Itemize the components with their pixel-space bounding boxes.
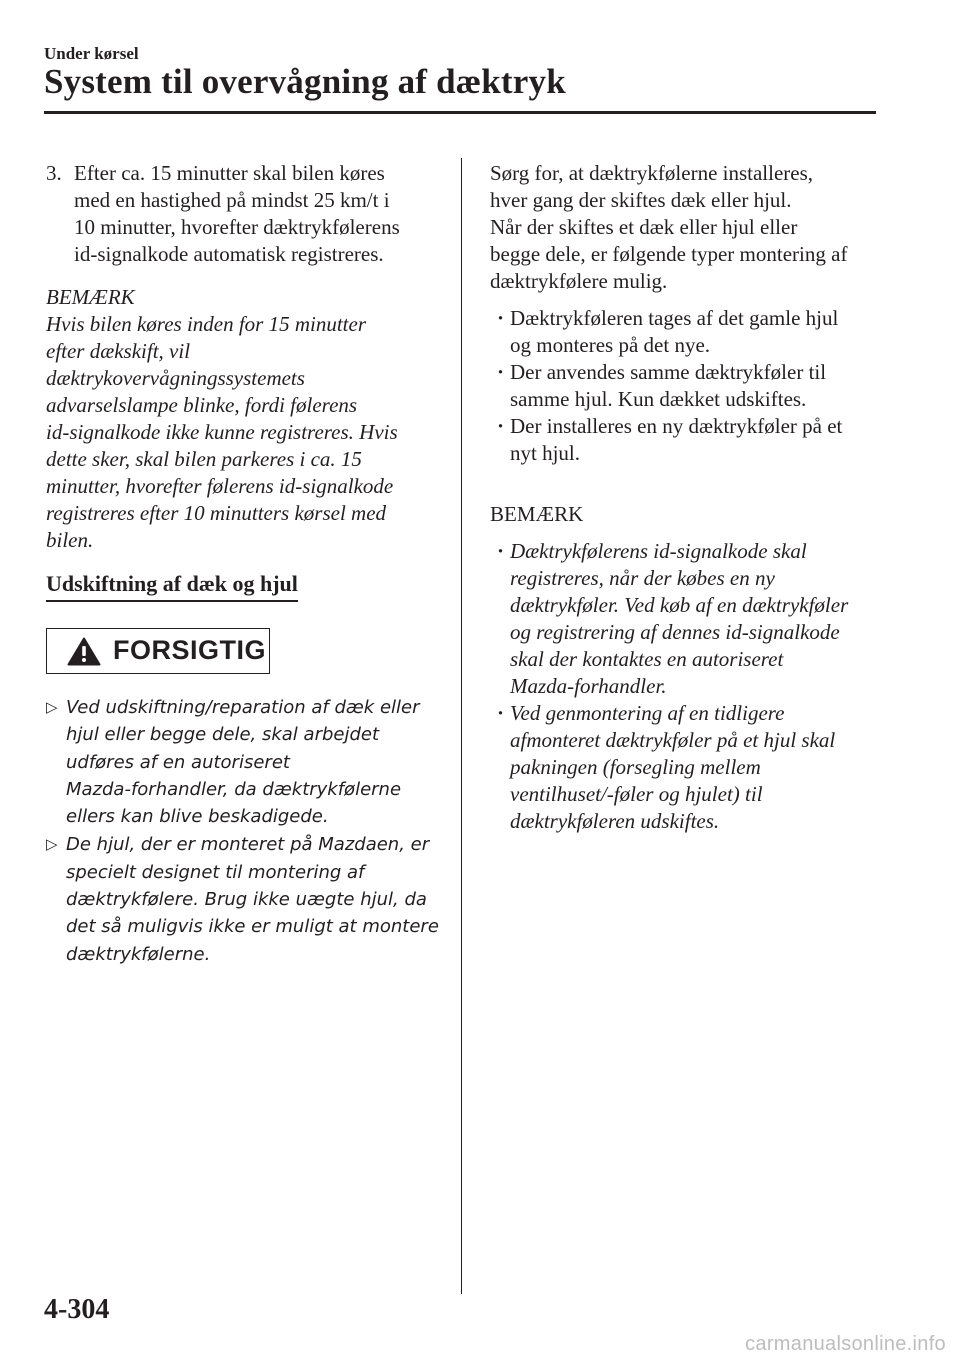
note-line: dette sker, skal bilen parkeres i ca. 15 <box>46 447 362 471</box>
list-item <box>490 305 880 359</box>
caution-line: ellers kan blive beskadigede. <box>66 806 329 828</box>
note-body <box>46 311 442 554</box>
caution-item <box>46 831 442 967</box>
caution-line: udføres af en autoriseret <box>66 751 290 773</box>
note-list-item <box>490 700 880 835</box>
note-line: dæktrykføleren udskiftes. <box>510 809 720 833</box>
caution-line: De hjul, der er monteret på Mazdaen, er <box>66 834 430 856</box>
list-item <box>490 413 880 467</box>
note-line: og registrering af dennes id-signalkode <box>510 620 840 644</box>
list-line: og monteres på det nye. <box>510 333 711 357</box>
bullet-icon: · <box>497 414 505 438</box>
caution-line: Ved udskiftning/reparation af dæk eller <box>66 697 420 718</box>
note-line: afmonteret dæktrykføler på et hjul skal <box>510 728 836 752</box>
section-label: Under kørsel <box>44 44 139 63</box>
warning-triangle-icon <box>67 637 101 666</box>
watermark-link[interactable]: carmanualsonline.info <box>745 1333 946 1355</box>
note-line: pakningen (forsegling mellem <box>510 755 761 779</box>
note-line: Ved genmontering af en tidligere <box>510 701 785 725</box>
note-line: efter dækskift, vil <box>46 339 191 363</box>
intro-line: begge dele, er følgende typer montering af <box>490 242 848 266</box>
note-list-item <box>490 538 880 700</box>
intro-paragraph <box>490 160 880 295</box>
list-line: samme hjul. Kun dækket udskiftes. <box>510 387 807 411</box>
list-line: Dæktrykføleren tages af det gamle hjul <box>510 306 839 330</box>
caution-line: dæktrykfølere. Brug ikke uægte hjul, da <box>66 889 427 911</box>
bullet-icon: · <box>497 539 505 563</box>
intro-line: hver gang der skiftes dæk eller hjul. <box>490 188 792 212</box>
note-line: dæktrykføler. Ved køb af en dæktrykføler <box>510 593 849 617</box>
bullet-icon: · <box>497 701 505 725</box>
list-item <box>490 359 880 413</box>
intro-line: dæktrykfølere mulig. <box>490 269 668 293</box>
note-line: id-signalkode ikke kunne registreres. Hvis <box>46 420 398 444</box>
step-number: 3. <box>46 161 62 185</box>
intro-line: Sørg for, at dæktrykfølerne installeres, <box>490 161 814 185</box>
note-line: ventilhuset/-føler og hjulet) til <box>510 782 763 806</box>
list-line: nyt hjul. <box>510 441 581 465</box>
note-line: dæktrykovervågningssystemets <box>46 366 305 390</box>
note-line: registreres, når der købes en ny <box>510 566 775 590</box>
arrow-icon: ▷ <box>46 835 58 854</box>
caution-line: dæktrykfølerne. <box>66 943 211 965</box>
step-line: med en hastighed på mindst 25 km/t i <box>74 188 390 212</box>
step-line: 10 minutter, hvorefter dæktrykfølerens <box>74 215 400 239</box>
note-line: bilen. <box>46 528 94 552</box>
subheading: Udskiftning af dæk og hjul <box>46 570 298 602</box>
list-line: Der installeres en ny dæktrykføler på et <box>510 414 843 438</box>
caution-box <box>46 628 270 674</box>
note-heading: BEMÆRK <box>46 285 135 309</box>
caution-line: Mazda-forhandler, da dæktrykfølerne <box>66 778 402 800</box>
page-number: 4-304 <box>44 1294 110 1325</box>
note-line: Mazda-forhandler. <box>510 674 667 698</box>
page-title: System til overvågning af dæktryk <box>44 62 566 101</box>
bullet-list <box>490 305 880 467</box>
bullet-icon: · <box>497 360 505 384</box>
note-line: Dæktrykfølerens id-signalkode skal <box>510 539 807 563</box>
caution-line: specielt designet til montering af <box>66 861 365 883</box>
column-divider <box>461 158 462 1294</box>
note-line: skal der kontaktes en autoriseret <box>510 647 784 671</box>
caution-line: det så muligvis ikke er muligt at montere <box>66 916 439 938</box>
numbered-step <box>46 160 442 268</box>
title-rule <box>44 111 876 114</box>
caution-line: hjul eller begge dele, skal arbejdet <box>66 724 380 746</box>
left-column <box>46 160 442 969</box>
note-line: advarselslampe blinke, fordi følerens <box>46 393 358 417</box>
intro-line: Når der skiftes et dæk eller hjul eller <box>490 215 798 239</box>
list-line: Der anvendes samme dæktrykføler til <box>510 360 827 384</box>
note-heading: BEMÆRK <box>490 502 584 526</box>
note-list <box>490 538 880 835</box>
note-line: minutter, hvorefter følerens id-signalkode <box>46 474 394 498</box>
caution-label: FORSIGTIG <box>113 635 266 665</box>
note-line: Hvis bilen køres inden for 15 minutter <box>46 312 367 336</box>
note-line: registreres efter 10 minutters kørsel med <box>46 501 387 525</box>
bullet-icon: · <box>497 306 505 330</box>
step-line: id-signalkode automatisk registreres. <box>74 242 384 266</box>
caution-list <box>46 694 442 968</box>
step-line: Efter ca. 15 minutter skal bilen køres <box>74 161 385 185</box>
right-column <box>490 160 880 835</box>
caution-item <box>46 694 442 830</box>
arrow-icon: ▷ <box>46 698 58 716</box>
